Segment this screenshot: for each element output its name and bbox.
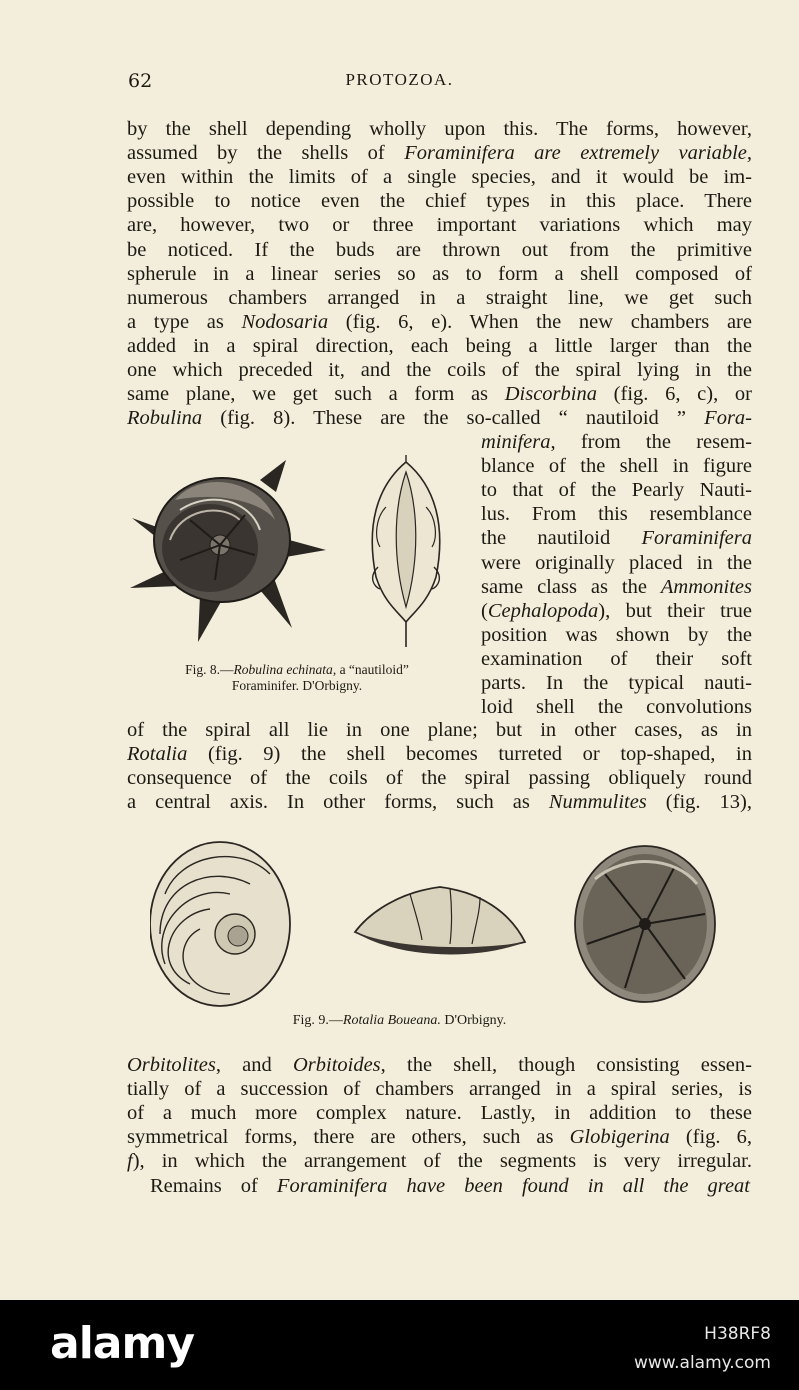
text-line: were originally placed in the [481, 551, 752, 574]
text-line: a type as Nodosaria (fig. 6, e). When the new chambers are [127, 310, 752, 333]
text-line: of the spiral all lie in one plane; but in other cases, as in [127, 719, 752, 741]
text-line: position was shown by the [481, 623, 752, 646]
text-line: blance of the shell in figure [481, 455, 752, 478]
text-line: possible to notice even the chief types in this place. There [127, 190, 752, 213]
text-line: consequence of the coils of the spiral passing obliquely round [127, 767, 752, 790]
text-line: minifera, from the resem- [481, 431, 752, 453]
figure-9-rotalia-illustration [150, 832, 720, 1012]
text-line: parts. In the typical nauti- [481, 672, 752, 694]
text-line: f), in which the arrangement of the segments is very irregular. [127, 1150, 752, 1173]
text-line: added in a spiral direction, each being a little larger than the [127, 334, 752, 357]
running-title: PROTOZOA. [345, 70, 454, 89]
figure-8-robulina-illustration [128, 452, 466, 664]
text-line: tially of a succession of chambers arranged in a spiral series, is [127, 1078, 752, 1101]
robulina-edge-view [372, 455, 440, 647]
text-line: the nautiloid Foraminifera [481, 527, 752, 550]
text-line: of a much more complex nature. Lastly, in addition to these [127, 1102, 752, 1125]
figure-8-caption: Fig. 8.—Robulina echinata, a “nautiloid” Foraminifer. D'Orbigny. [185, 662, 409, 693]
text-line: spherule in a linear series so as to form a shell composed of [127, 262, 752, 285]
watermark-bar [0, 1300, 799, 1390]
figure-9-caption: Fig. 9.—Rotalia Boueana. D'Orbigny. [292, 1013, 507, 1028]
rotalia-umbilical-view [575, 846, 715, 1002]
text-line: Rotalia (fig. 9) the shell becomes turreted or top-shaped, in [127, 743, 752, 766]
text-line: Remains of Foraminifera have been found in all the great [150, 1174, 750, 1197]
page-number: 62 [128, 70, 153, 92]
text-line: Robulina (fig. 8). These are the so-called “ nautiloid ” Fora- [127, 407, 752, 430]
text-line: numerous chambers arranged in a straight line, we get such [127, 286, 752, 309]
text-line: by the shell depending wholly upon this. The forms, however, [127, 118, 752, 140]
image-url: www.alamy.com [633, 1353, 771, 1373]
alamy-logo: alamy [50, 1318, 194, 1369]
text-line: Orbitolites, and Orbitoides, the shell, though consisting essen- [127, 1054, 752, 1076]
text-line: (Cephalopoda), but their true [481, 599, 752, 622]
image-id: H38RF8 [704, 1324, 771, 1344]
text-line: lus. From this resemblance [481, 503, 752, 526]
text-line: even within the limits of a single species, and it would be im- [127, 166, 752, 189]
text-line: examination of their soft [481, 647, 752, 670]
text-line: same class as the Ammonites [481, 575, 752, 598]
text-line: to that of the Pearly Nauti- [481, 479, 752, 502]
robulina-side-view [130, 460, 326, 642]
text-line: assumed by the shells of Foraminifera are extremely variable, [127, 142, 753, 165]
text-line: loid shell the convolutions [481, 696, 752, 719]
text-line: are, however, two or three important variations which may [127, 214, 752, 237]
text-line: same plane, we get such a form as Discorbina (fig. 6, c), or [127, 383, 752, 406]
text-line: one which preceded it, and the coils of the spiral lying in the [127, 359, 752, 381]
rotalia-spiral-view [150, 842, 290, 1006]
text-line: be noticed. If the buds are thrown out from the primitive [127, 238, 752, 261]
text-line: a central axis. In other forms, such as Nummulites (fig. 13), [127, 791, 752, 814]
text-line: symmetrical forms, there are others, such as Globigerina (fig. 6, [127, 1126, 752, 1149]
rotalia-side-view [355, 887, 525, 954]
